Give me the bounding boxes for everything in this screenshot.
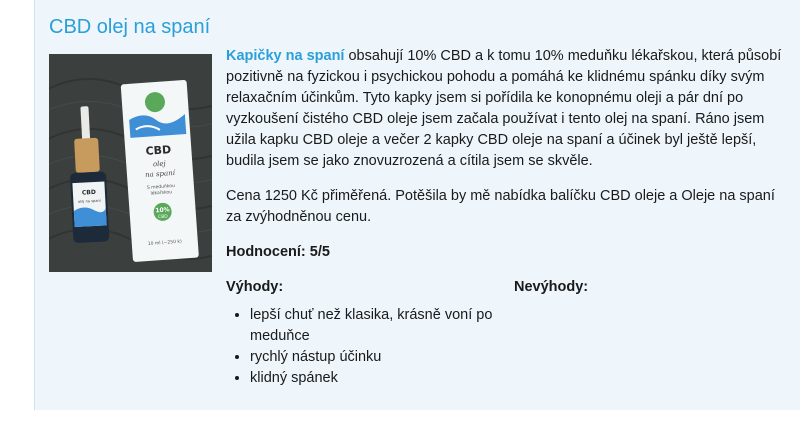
product-photo-illustration <box>49 54 212 272</box>
svg-text:na spaní: na spaní <box>144 168 176 179</box>
section-title: CBD olej na spaní <box>49 16 211 38</box>
svg-text:10%: 10% <box>155 206 170 215</box>
pros-heading: Výhody: <box>226 279 284 295</box>
list-item: • rychlý nástup účinku <box>250 347 520 368</box>
svg-text:olej: olej <box>152 159 166 169</box>
product-link[interactable]: Kapičky na spaní <box>226 48 345 64</box>
product-photo <box>49 54 212 272</box>
svg-text:lékařskou: lékařskou <box>150 190 173 197</box>
review-card <box>34 0 800 410</box>
list-item: • lepší chuť než klasika, krásně voní po meduňce <box>250 305 520 347</box>
cons-heading: Nevýhody: <box>514 279 589 295</box>
list-item: • klidný spánek <box>250 368 520 389</box>
svg-text:CBD: CBD <box>158 214 169 221</box>
review-content <box>226 46 786 427</box>
svg-text:S meduňkou: S meduňkou <box>146 183 176 191</box>
svg-text:CBD: CBD <box>145 143 172 158</box>
svg-text:CBD: CBD <box>81 188 97 197</box>
review-paragraph-2: Cena 1250 Kč přiměřená. Potěšila by mě nabídka balíčku CBD oleje a Oleje na spaní za zvýhodněnou cenu. <box>226 188 775 225</box>
svg-text:olej na spaní: olej na spaní <box>77 198 101 204</box>
pros-cons <box>226 277 786 427</box>
review-paragraph-1-text: obsahují 10% CBD a k tomu 10% meduňku lékařskou, která působí pozitivně na fyzickou i psychickou pohodu a pomáhá ke klidnému spánku díky svým relaxačním účinkům. Tyto kapky jsem si pořídila ke konopnému oleji a pár dní po vyzkoušení čistého CBD oleje jsem začala používat i tento olej na spaní. Ráno jsem užila kapku CBD oleje a večer 2 kapky CBD oleje na spaní a účinek byl ještě lepší, budila jsem se jako znovuzrozená a cítila jsem se skvěle. <box>226 48 782 169</box>
svg-text:10 ml (~250 k): 10 ml (~250 k) <box>147 239 183 247</box>
rating: Hodnocení: 5/5 <box>226 244 330 260</box>
pros-list <box>226 305 520 389</box>
review-paragraph-1 <box>226 46 786 172</box>
